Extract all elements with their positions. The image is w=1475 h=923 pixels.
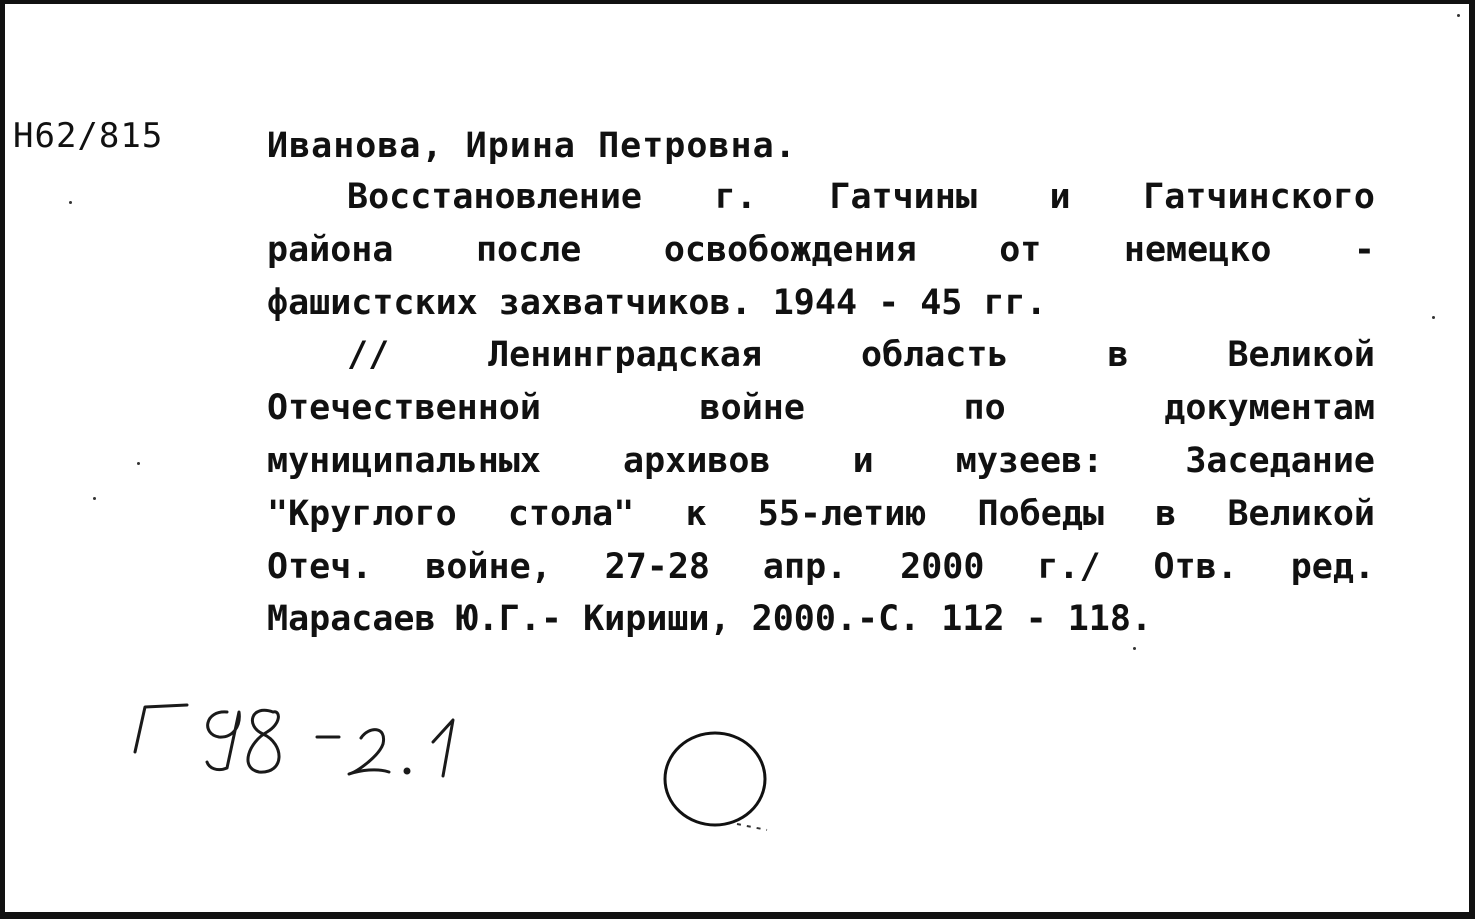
description-line: района после освобождения от немецко - xyxy=(267,229,1375,270)
speck xyxy=(69,201,72,204)
description-line: муниципальных архивов и музеев: Заседание xyxy=(267,440,1375,481)
description-line: Отечественной войне по документам xyxy=(267,388,1375,429)
shelfmark: Н62/815 xyxy=(13,116,164,156)
speck xyxy=(137,462,140,465)
description-line: // Ленинградская область в Великой xyxy=(347,335,1375,376)
speck xyxy=(1457,14,1460,17)
description-line: "Круглого стола" к 55-летию Победы в Великой xyxy=(267,493,1375,534)
speck xyxy=(1432,316,1435,319)
description-line: Отеч. войне, 27-28 апр. 2000 г./ Отв. ред. xyxy=(267,546,1375,587)
description-line: Марасаев Ю.Г.- Кириши, 2000.-С. 112 - 118. xyxy=(267,599,1153,640)
speck xyxy=(93,497,96,500)
handwritten-code xyxy=(5,4,1475,923)
stamp-circle-icon xyxy=(665,733,767,830)
speck xyxy=(1133,647,1136,650)
description-line: Восстановление г. Гатчины и Гатчинского xyxy=(347,177,1375,217)
description-line: фашистских захватчиков. 1944 - 45 гг. xyxy=(267,282,1047,323)
author-heading: Иванова, Ирина Петровна. xyxy=(267,126,797,166)
